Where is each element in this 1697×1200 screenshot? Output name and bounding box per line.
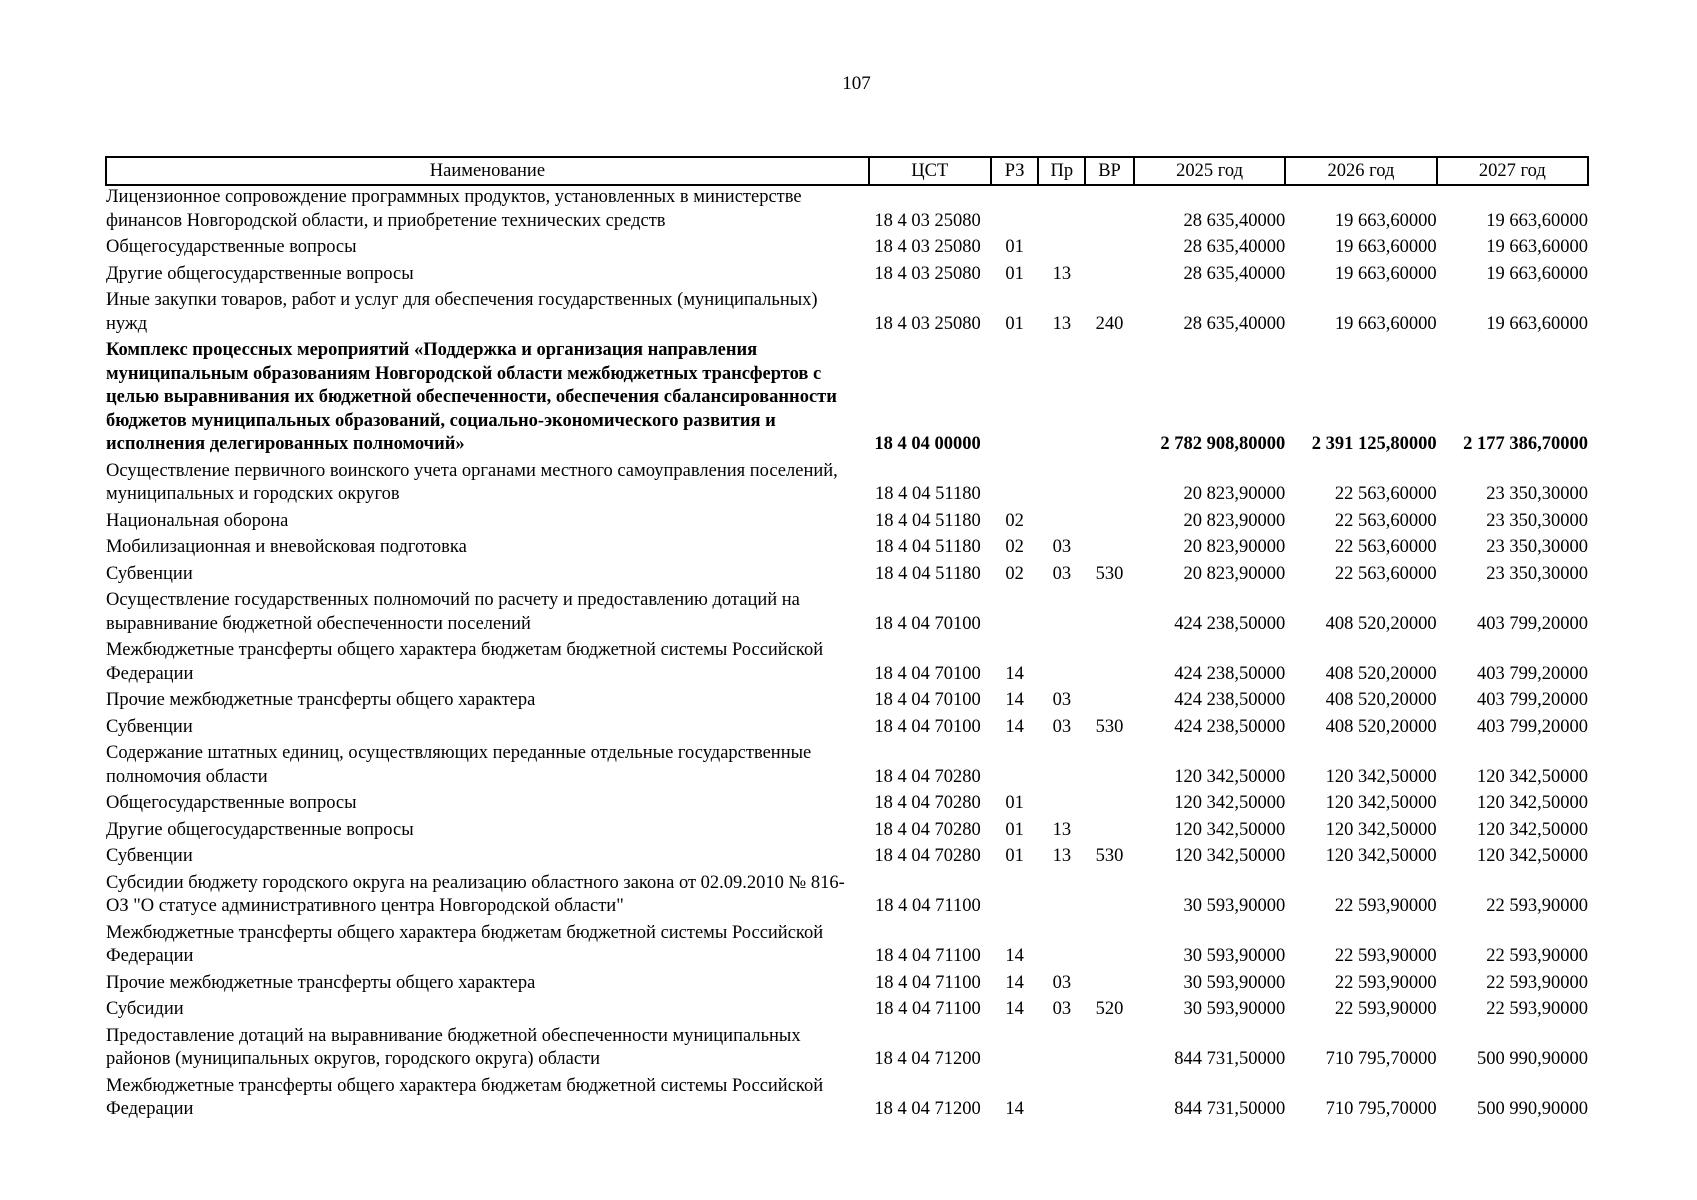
page-number: 107 [842, 73, 871, 94]
table-row [106, 589, 1588, 639]
header-pr: Пр [1038, 157, 1085, 185]
row-vr [1085, 460, 1134, 510]
row-vr [1085, 639, 1134, 689]
row-amount-2025: 30 593,90000 [1183, 999, 1286, 1019]
row-cst: 18 4 04 70280 [874, 819, 981, 840]
row-rz: 14 [1005, 999, 1024, 1019]
row-name: Лицензионное сопровождение программных продуктов, установленных в министерстве финансов Новгородской области, и приобретение технических средств [106, 187, 802, 231]
row-vr [1085, 872, 1134, 922]
table-row [106, 972, 1588, 999]
row-amount-2026: 19 663,60000 [1334, 263, 1437, 284]
table-row [106, 339, 1588, 460]
row-amount-2027: 22 593,90000 [1486, 896, 1588, 916]
row-rz: 02 [1005, 563, 1024, 584]
row-rz: 02 [1005, 510, 1024, 531]
row-amount-2027: 23 350,30000 [1486, 484, 1588, 504]
row-rz: 14 [1005, 690, 1024, 710]
row-pr: 13 [1052, 263, 1072, 284]
row-vr [1085, 1025, 1134, 1075]
row-rz [991, 589, 1039, 639]
row-cst: 18 4 03 25080 [874, 237, 981, 257]
row-name: Прочие межбюджетные трансферты общего характера [106, 972, 536, 993]
row-amount-2026: 22 593,90000 [1334, 946, 1437, 966]
row-amount-2027: 23 350,30000 [1486, 563, 1588, 584]
row-amount-2027: 2 177 386,70000 [1463, 434, 1588, 454]
row-amount-2027: 22 593,90000 [1486, 972, 1588, 993]
row-cst: 18 4 04 71200 [874, 1049, 981, 1069]
row-amount-2027: 120 342,50000 [1477, 766, 1588, 787]
row-pr [1038, 185, 1085, 236]
row-amount-2025: 844 731,50000 [1174, 1049, 1286, 1069]
row-cst: 18 4 03 25080 [874, 313, 981, 334]
row-rz [991, 872, 1039, 922]
row-pr [1038, 589, 1085, 639]
row-amount-2027: 120 342,50000 [1477, 846, 1588, 866]
row-rz [991, 460, 1039, 510]
row-amount-2025: 28 635,40000 [1183, 237, 1286, 257]
row-amount-2026: 2 391 125,80000 [1311, 434, 1437, 454]
table-row [106, 1025, 1588, 1075]
row-pr: 13 [1052, 846, 1072, 866]
row-amount-2026: 120 342,50000 [1325, 766, 1437, 787]
table-row [106, 819, 1588, 846]
row-rz: 01 [1005, 793, 1024, 813]
row-amount-2027: 22 593,90000 [1486, 999, 1588, 1019]
row-rz [991, 1025, 1039, 1075]
row-amount-2026: 710 795,70000 [1325, 1049, 1437, 1069]
row-vr [1085, 339, 1134, 460]
row-amount-2026: 22 563,60000 [1334, 537, 1437, 557]
row-pr: 13 [1052, 313, 1072, 334]
row-amount-2027: 19 663,60000 [1486, 313, 1588, 334]
row-amount-2025: 844 731,50000 [1174, 1099, 1286, 1119]
row-amount-2025: 28 635,40000 [1183, 313, 1286, 334]
row-pr: 13 [1052, 819, 1072, 840]
row-name: Осуществление первичного воинского учета органами местного самоуправления поселений, муниципальных и городских округов [106, 460, 838, 504]
row-amount-2027: 19 663,60000 [1486, 263, 1588, 284]
row-pr [1038, 872, 1085, 922]
row-name: Предоставление дотаций на выравнивание бюджетной обеспеченности муниципальных районов (муниципальных округов, городского округа) области [106, 1025, 801, 1069]
row-vr [1085, 689, 1134, 716]
row-amount-2025: 30 593,90000 [1183, 972, 1286, 993]
row-rz: 14 [1005, 1099, 1024, 1119]
table-row [106, 872, 1588, 922]
table-row [106, 998, 1588, 1025]
table-row [106, 922, 1588, 972]
table-row [106, 563, 1588, 590]
row-cst: 18 4 04 00000 [874, 434, 981, 454]
row-amount-2026: 19 663,60000 [1334, 237, 1437, 257]
row-vr [1085, 536, 1134, 563]
row-vr [1085, 1075, 1134, 1125]
row-vr [1085, 742, 1134, 792]
row-cst: 18 4 04 51180 [875, 510, 981, 531]
header-name: Наименование [106, 157, 869, 185]
row-name: Осуществление государственных полномочий по расчету и предоставлению дотаций на выравнивание бюджетной обеспеченности поселений [106, 590, 800, 634]
row-amount-2027: 120 342,50000 [1477, 819, 1588, 840]
row-pr [1038, 236, 1085, 263]
row-pr: 03 [1052, 690, 1072, 710]
row-vr [1085, 236, 1134, 263]
row-amount-2026: 22 593,90000 [1334, 999, 1437, 1019]
row-amount-2025: 20 823,90000 [1183, 484, 1286, 504]
table-row [106, 510, 1588, 537]
row-name: Субвенции [106, 716, 193, 737]
row-rz: 01 [1005, 237, 1024, 257]
row-name: Содержание штатных единиц, осуществляющих переданные отдельные государственные полномочия области [106, 743, 812, 787]
row-amount-2026: 22 593,90000 [1334, 972, 1437, 993]
row-name: Субвенции [106, 846, 193, 866]
row-vr [1085, 185, 1134, 236]
row-rz: 01 [1005, 263, 1024, 284]
header-2027: 2027 год [1437, 157, 1588, 185]
row-pr [1038, 922, 1085, 972]
row-pr: 03 [1052, 563, 1072, 584]
row-pr [1038, 742, 1085, 792]
table-row [106, 792, 1588, 819]
row-cst: 18 4 04 71100 [875, 972, 981, 993]
row-name: Субсидии [106, 999, 184, 1019]
row-cst: 18 4 04 70100 [874, 613, 981, 634]
table-header [106, 157, 1588, 185]
row-name: Комплекс процессных мероприятий «Поддержка и организация направления муниципальным образованиям Новгородской области межбюджетных трансфертов с целью выравнивания их бюджетной обеспеченности, обеспечения сбалансированности бюджетов муниципальных образований, социально-экономического развития и исполнения делегированных полномочий» [106, 340, 837, 454]
row-pr: 03 [1052, 537, 1072, 557]
row-rz: 14 [1005, 972, 1024, 993]
row-rz: 02 [1005, 537, 1024, 557]
row-vr [1085, 510, 1134, 537]
row-amount-2025: 120 342,50000 [1174, 819, 1286, 840]
table-row [106, 845, 1588, 872]
row-amount-2026: 408 520,20000 [1325, 690, 1437, 710]
row-amount-2025: 120 342,50000 [1174, 766, 1286, 787]
row-name: Общегосударственные вопросы [106, 237, 357, 257]
row-cst: 18 4 04 71100 [875, 896, 981, 916]
row-amount-2025: 424 238,50000 [1174, 613, 1286, 634]
row-amount-2025: 28 635,40000 [1183, 263, 1286, 284]
row-amount-2026: 120 342,50000 [1325, 846, 1437, 866]
row-cst: 18 4 04 70100 [874, 690, 981, 710]
row-amount-2026: 22 563,60000 [1334, 484, 1437, 504]
header-2026: 2026 год [1285, 157, 1436, 185]
header-vr: ВР [1085, 157, 1134, 185]
row-cst: 18 4 04 51180 [875, 563, 981, 584]
row-cst: 18 4 04 71100 [875, 999, 981, 1019]
row-vr [1085, 589, 1134, 639]
row-amount-2027: 500 990,90000 [1477, 1099, 1588, 1119]
row-name: Другие общегосударственные вопросы [106, 819, 414, 840]
row-cst: 18 4 04 51180 [875, 537, 981, 557]
row-amount-2025: 30 593,90000 [1183, 946, 1286, 966]
row-name: Субвенции [106, 563, 193, 584]
row-amount-2027: 19 663,60000 [1486, 237, 1588, 257]
row-amount-2026: 408 520,20000 [1325, 716, 1437, 737]
row-name: Прочие межбюджетные трансферты общего характера [106, 690, 536, 710]
row-cst: 18 4 03 25080 [874, 263, 981, 284]
table-row [106, 460, 1588, 510]
table-row [106, 236, 1588, 263]
row-amount-2027: 403 799,20000 [1477, 613, 1588, 634]
row-amount-2025: 20 823,90000 [1183, 510, 1286, 531]
row-rz: 14 [1005, 663, 1024, 684]
row-amount-2025: 28 635,40000 [1183, 210, 1286, 231]
row-amount-2027: 22 593,90000 [1486, 946, 1588, 966]
row-vr: 240 [1095, 313, 1124, 334]
row-amount-2026: 19 663,60000 [1334, 210, 1437, 231]
row-pr [1038, 639, 1085, 689]
row-vr: 530 [1095, 846, 1124, 866]
table-row [106, 185, 1588, 236]
table-row [106, 689, 1588, 716]
row-rz [991, 185, 1039, 236]
row-pr [1038, 339, 1085, 460]
header-row [106, 157, 1588, 185]
row-amount-2025: 20 823,90000 [1183, 563, 1286, 584]
row-cst: 18 4 04 70100 [874, 716, 981, 737]
row-amount-2026: 408 520,20000 [1325, 613, 1437, 634]
row-name: Национальная оборона [106, 510, 289, 531]
table-row [106, 536, 1588, 563]
row-amount-2026: 120 342,50000 [1325, 793, 1437, 813]
row-amount-2027: 403 799,20000 [1477, 663, 1588, 684]
header-cst: ЦСТ [869, 157, 991, 185]
row-rz: 14 [1005, 716, 1024, 737]
row-cst: 18 4 04 71200 [874, 1099, 981, 1119]
row-amount-2025: 424 238,50000 [1174, 690, 1286, 710]
header-rz: РЗ [991, 157, 1039, 185]
row-amount-2027: 403 799,20000 [1477, 716, 1588, 737]
row-pr: 03 [1052, 972, 1072, 993]
row-vr [1085, 792, 1134, 819]
row-name: Иные закупки товаров, работ и услуг для обеспечения государственных (муниципальных) нужд [106, 290, 818, 334]
row-pr: 03 [1052, 716, 1072, 737]
row-amount-2027: 19 663,60000 [1486, 210, 1588, 231]
row-rz: 01 [1005, 819, 1024, 840]
row-pr: 03 [1052, 999, 1072, 1019]
row-pr [1038, 510, 1085, 537]
table-row [106, 639, 1588, 689]
row-pr [1038, 1025, 1085, 1075]
row-rz: 01 [1005, 313, 1024, 334]
row-amount-2025: 424 238,50000 [1174, 663, 1286, 684]
row-pr [1038, 460, 1085, 510]
row-amount-2025: 20 823,90000 [1183, 537, 1286, 557]
row-amount-2025: 120 342,50000 [1174, 793, 1286, 813]
table-row [106, 742, 1588, 792]
table-row [106, 263, 1588, 290]
row-vr: 520 [1095, 999, 1124, 1019]
row-amount-2027: 120 342,50000 [1477, 793, 1588, 813]
table-row [106, 289, 1588, 339]
table-row [106, 1075, 1588, 1125]
row-rz [991, 742, 1039, 792]
row-name: Мобилизационная и вневойсковая подготовка [106, 537, 467, 557]
row-cst: 18 4 04 51180 [875, 484, 981, 504]
row-amount-2027: 23 350,30000 [1486, 510, 1588, 531]
budget-table [105, 156, 1589, 1125]
row-vr [1085, 972, 1134, 999]
row-amount-2026: 710 795,70000 [1325, 1099, 1437, 1119]
row-pr [1038, 792, 1085, 819]
row-amount-2027: 500 990,90000 [1477, 1049, 1588, 1069]
row-rz: 01 [1005, 846, 1024, 866]
table-row [106, 716, 1588, 743]
row-name: Межбюджетные трансферты общего характера бюджетам бюджетной системы Российской Федерации [106, 922, 824, 966]
row-cst: 18 4 04 71100 [875, 946, 981, 966]
header-2025: 2025 год [1134, 157, 1285, 185]
row-amount-2026: 22 563,60000 [1334, 510, 1437, 531]
row-amount-2026: 22 593,90000 [1334, 896, 1437, 916]
row-vr: 530 [1095, 716, 1124, 737]
row-rz: 14 [1005, 946, 1024, 966]
row-amount-2026: 22 563,60000 [1334, 563, 1437, 584]
row-cst: 18 4 04 70280 [874, 766, 981, 787]
row-amount-2026: 120 342,50000 [1325, 819, 1437, 840]
row-vr [1085, 263, 1134, 290]
row-amount-2027: 23 350,30000 [1486, 537, 1588, 557]
row-amount-2027: 403 799,20000 [1477, 690, 1588, 710]
row-vr [1085, 819, 1134, 846]
row-pr [1038, 1075, 1085, 1125]
row-amount-2025: 30 593,90000 [1183, 896, 1286, 916]
row-cst: 18 4 04 70280 [874, 846, 981, 866]
row-amount-2025: 424 238,50000 [1174, 716, 1286, 737]
row-cst: 18 4 04 70100 [874, 663, 981, 684]
row-name: Межбюджетные трансферты общего характера бюджетам бюджетной системы Российской Федерации [106, 1075, 824, 1119]
row-vr [1085, 922, 1134, 972]
row-name: Другие общегосударственные вопросы [106, 263, 414, 284]
row-cst: 18 4 04 70280 [874, 793, 981, 813]
row-cst: 18 4 03 25080 [874, 210, 981, 231]
row-name: Субсидии бюджету городского округа на реализацию областного закона от 02.09.2010 № 816-ОЗ "О статусе административного центра Новгородской области" [106, 872, 845, 916]
row-amount-2025: 2 782 908,80000 [1160, 434, 1286, 454]
row-amount-2026: 408 520,20000 [1325, 663, 1437, 684]
row-vr: 530 [1095, 563, 1124, 584]
row-name: Межбюджетные трансферты общего характера бюджетам бюджетной системы Российской Федерации [106, 640, 824, 684]
row-amount-2026: 19 663,60000 [1334, 313, 1437, 334]
table-body [106, 185, 1588, 1125]
row-rz [991, 339, 1039, 460]
row-name: Общегосударственные вопросы [106, 793, 357, 813]
row-amount-2025: 120 342,50000 [1174, 846, 1286, 866]
